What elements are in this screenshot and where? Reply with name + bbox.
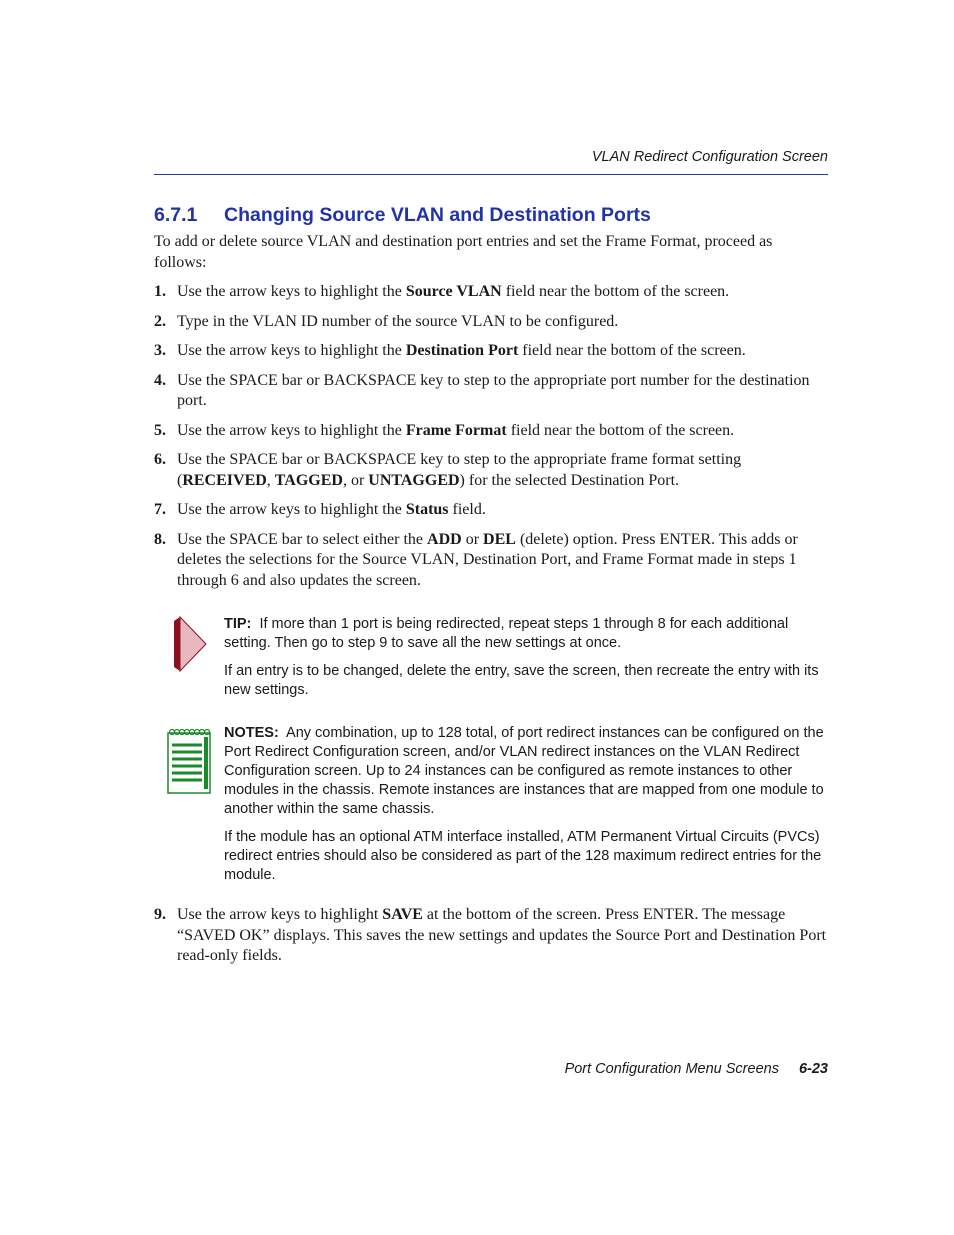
- step-field: RECEIVED: [182, 471, 267, 489]
- step-number: 3.: [154, 342, 166, 359]
- step-field: SAVE: [382, 906, 423, 923]
- tip-text: If more than 1 port is being redirected, repeat steps 1 through 8 for each additional setting. Then go to step 9 to save all the new settings at once.: [224, 616, 789, 651]
- step-4: [154, 371, 828, 412]
- step-number: 8.: [154, 530, 166, 548]
- step-field: Frame Format: [405, 421, 507, 439]
- step-text: Use the SPACE bar or BACKSPACE key to step to the appropriate frame format setting (: [177, 451, 742, 489]
- running-footer: [565, 1061, 828, 1077]
- step-2: [154, 312, 828, 333]
- step-field: DEL: [483, 530, 516, 548]
- notepad-icon: [166, 727, 212, 795]
- step-text: at the bottom of the screen. Press ENTER. The message “SAVED OK” displays. This saves the new settings and updates the Source Port and Destination Port read-only fields.: [177, 906, 827, 964]
- step-number: 4.: [154, 371, 166, 389]
- step-text: ) for the selected Destination Port.: [459, 471, 680, 489]
- step-field: Status: [405, 501, 449, 518]
- section-heading: [154, 204, 651, 227]
- footer-title: Port Configuration Menu Screens: [564, 1061, 779, 1077]
- step-text: Use the arrow keys to highlight the: [177, 421, 406, 439]
- step-text: Type in the VLAN ID number of the source VLAN to be configured.: [177, 312, 619, 330]
- step-text: Use the arrow keys to highlight: [177, 906, 383, 923]
- step-number: 6.: [154, 451, 166, 468]
- step-number: 9.: [154, 906, 166, 923]
- step-text: , or: [342, 471, 369, 489]
- step-text: field near the bottom of the screen.: [506, 421, 735, 439]
- step-text: (delete) option. Press ENTER. This adds or deletes the selections for the Source VLAN, Destination Port, and Frame Format made in steps 1 through 6 and also updates the screen.: [177, 530, 798, 589]
- step-field: Source VLAN: [405, 283, 502, 300]
- step-field: Destination Port: [405, 342, 519, 359]
- steps-list: [154, 282, 828, 600]
- step-3: [154, 341, 828, 362]
- step-text: field near the bottom of the screen.: [518, 342, 746, 359]
- notes-text: Any combination, up to 128 total, of port redirect instances can be configured on the Port Redirect Configuration screen, and/or VLAN redirect instances on the VLAN Redirect Configuration screen. Up to 24 instances can be configured as remote instances to other modules in the chassis. Remote instances are instances that are mapped from one module to another within the same chassis.: [224, 725, 824, 817]
- notes-callout: [224, 724, 834, 894]
- header-rule: [154, 174, 828, 175]
- running-header: VLAN Redirect Configuration Screen: [591, 149, 828, 165]
- tip-text-2: If an entry is to be changed, delete the entry, save the screen, then recreate the entry with its new settings.: [224, 663, 819, 698]
- notes-label: NOTES:: [224, 725, 279, 741]
- step-text: Use the SPACE bar or BACKSPACE key to step to the appropriate port number for the destination port.: [177, 371, 810, 409]
- section-title: Changing Source VLAN and Destination Ports: [224, 204, 651, 226]
- step-text: or: [461, 530, 484, 548]
- notes-text-2: If the module has an optional ATM interface installed, ATM Permanent Virtual Circuits (PVCs) redirect entries should also be considered as part of the 128 maximum redirect entries for the module.: [224, 829, 822, 883]
- intro-paragraph: To add or delete source VLAN and destination port entries and set the Frame Format, proceed as follows:: [154, 233, 773, 271]
- tip-callout: [224, 615, 834, 709]
- tip-arrow-icon: [172, 615, 208, 673]
- step-6: [154, 450, 828, 491]
- page-number: 6-23: [798, 1061, 828, 1077]
- section-number: 6.7.1: [154, 204, 198, 226]
- step-text: field near the bottom of the screen.: [501, 283, 730, 300]
- step-text: field.: [448, 501, 486, 518]
- step-number: 1.: [154, 283, 166, 300]
- step-1: [154, 282, 828, 303]
- step-9: [154, 905, 828, 967]
- step-number: 7.: [154, 501, 166, 518]
- step-text: Use the arrow keys to highlight the: [177, 342, 406, 359]
- step-number: 5.: [154, 421, 166, 439]
- step-field: ADD: [427, 530, 462, 548]
- step-text: Use the arrow keys to highlight the: [177, 283, 406, 300]
- tip-label: TIP:: [224, 616, 252, 632]
- step-7: [154, 500, 828, 521]
- step-text: ,: [266, 471, 275, 489]
- notes-paragraph: [224, 724, 834, 819]
- step-text: Use the arrow keys to highlight the: [177, 501, 406, 518]
- steps-list-continued: [154, 905, 828, 976]
- step-8: [154, 530, 828, 592]
- step-5: [154, 421, 828, 442]
- tip-paragraph: [224, 615, 834, 653]
- step-text: Use the SPACE bar to select either the: [177, 530, 428, 548]
- step-number: 2.: [154, 312, 166, 330]
- step-field: UNTAGGED: [368, 471, 460, 489]
- step-field: TAGGED: [274, 471, 343, 489]
